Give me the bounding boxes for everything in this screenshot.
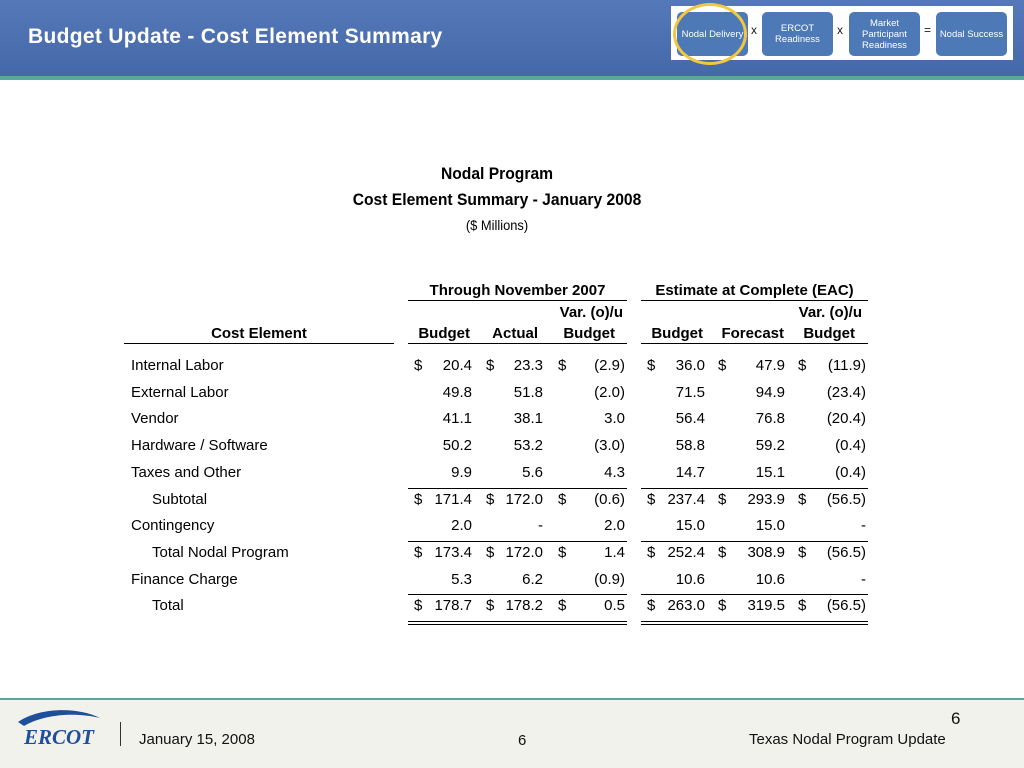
- dollar-sign: $: [798, 544, 807, 561]
- cell-value: 94.9: [755, 384, 785, 401]
- cell-value: 1.4: [604, 544, 625, 561]
- cell-value: (11.9): [827, 357, 866, 374]
- dollar-sign: $: [647, 544, 656, 561]
- cell-value: 293.9: [747, 491, 785, 508]
- formula-operator: x: [751, 23, 757, 37]
- cell-value: 10.6: [755, 571, 785, 588]
- cell-value: 6.2: [522, 571, 543, 588]
- dollar-sign: $: [558, 357, 567, 374]
- row-label: Internal Labor: [131, 357, 224, 374]
- col-underline: [641, 343, 868, 344]
- cell-value: (56.5): [826, 544, 866, 561]
- subtotal-rule: [408, 541, 627, 542]
- cell-value: -: [861, 517, 866, 534]
- cell-value: 5.3: [451, 571, 472, 588]
- cell-value: 38.1: [513, 410, 543, 427]
- footer-date: January 15, 2008: [139, 731, 255, 748]
- cell-value: (2.0): [594, 384, 625, 401]
- success-formula: [671, 6, 1013, 60]
- dollar-sign: $: [414, 544, 423, 561]
- cell-value: 308.9: [747, 544, 785, 561]
- dollar-sign: $: [647, 491, 656, 508]
- formula-operator: x: [837, 23, 843, 37]
- dollar-sign: $: [798, 491, 807, 508]
- cell-value: 50.2: [442, 437, 472, 454]
- cell-value: 10.6: [675, 571, 705, 588]
- dollar-sign: $: [647, 357, 656, 374]
- dollar-sign: $: [798, 357, 807, 374]
- group-underline: [641, 300, 868, 301]
- cell-value: (20.4): [826, 410, 866, 427]
- logo-text: ERCOT: [24, 725, 95, 749]
- cell-value: 178.2: [505, 597, 543, 614]
- dollar-sign: $: [718, 544, 727, 561]
- report-units: ($ Millions): [465, 217, 529, 233]
- formula-box-market-participant-readiness: Market Participant Readiness: [849, 12, 920, 56]
- dollar-sign: $: [414, 491, 423, 508]
- row-label: Vendor: [131, 410, 179, 427]
- cell-value: 319.5: [747, 597, 785, 614]
- header-bar: [0, 0, 1024, 76]
- total-double-rule: [641, 621, 868, 625]
- cell-value: 47.9: [755, 357, 785, 374]
- cell-value: 3.0: [604, 410, 625, 427]
- col-underline: [408, 343, 627, 344]
- formula-box-nodal-delivery: Nodal Delivery: [677, 12, 748, 56]
- dollar-sign: $: [414, 357, 423, 374]
- cell-value: (23.4): [826, 384, 866, 401]
- row-label: Taxes and Other: [131, 464, 242, 481]
- cell-value: 71.5: [675, 384, 705, 401]
- group-header-through-nov: Through November 2007: [429, 282, 606, 299]
- cell-value: 178.7: [434, 597, 472, 614]
- row-label: Hardware / Software: [131, 437, 268, 454]
- subtotal-rule: [641, 594, 868, 595]
- col-underline: [124, 343, 394, 344]
- cell-value: 0.5: [604, 597, 625, 614]
- highlight-ring: [673, 3, 747, 65]
- formula-operator: =: [924, 23, 932, 37]
- cell-value: (0.4): [835, 437, 866, 454]
- cell-value: (0.9): [594, 571, 625, 588]
- subtotal-rule: [408, 488, 627, 489]
- footer-separator: [120, 722, 121, 746]
- total-double-rule: [408, 621, 627, 625]
- presentation-title: Texas Nodal Program Update: [749, 731, 946, 748]
- cell-value: 49.8: [442, 384, 472, 401]
- row-label: Contingency: [131, 517, 215, 534]
- cell-value: 2.0: [451, 517, 472, 534]
- cell-value: (56.5): [826, 597, 866, 614]
- cell-value: 36.0: [675, 357, 705, 374]
- dollar-sign: $: [558, 491, 567, 508]
- cell-value: (3.0): [594, 437, 625, 454]
- cell-value: (0.6): [594, 491, 625, 508]
- dollar-sign: $: [647, 597, 656, 614]
- subtotal-rule: [641, 541, 868, 542]
- cell-value: 53.2: [513, 437, 543, 454]
- col-header-budget: Budget: [418, 325, 470, 342]
- cell-value: 23.3: [513, 357, 543, 374]
- col-header-eac-budget: Budget: [651, 325, 703, 342]
- cell-value: 14.7: [675, 464, 705, 481]
- cell-value: 9.9: [451, 464, 472, 481]
- cell-value: 252.4: [667, 544, 705, 561]
- dollar-sign: $: [718, 357, 727, 374]
- row-label: External Labor: [131, 384, 229, 401]
- dollar-sign: $: [718, 597, 727, 614]
- slide-number: 6: [951, 709, 961, 728]
- group-underline: [408, 300, 627, 301]
- cell-value: 4.3: [604, 464, 625, 481]
- header-divider: [0, 76, 1024, 80]
- dollar-sign: $: [558, 544, 567, 561]
- formula-box-ercot-readiness: ERCOT Readiness: [762, 12, 833, 56]
- cell-value: 5.6: [522, 464, 543, 481]
- cell-value: 15.1: [755, 464, 785, 481]
- cell-value: 172.0: [505, 491, 543, 508]
- col-header-eac-variance-line1: Var. (o)/u: [798, 304, 862, 321]
- cell-value: -: [538, 517, 543, 534]
- row-label: Total: [152, 597, 184, 614]
- report-title: Nodal Program: [440, 164, 554, 183]
- col-header-forecast: Forecast: [721, 325, 784, 342]
- row-label: Finance Charge: [131, 571, 238, 588]
- cell-value: 51.8: [513, 384, 543, 401]
- cell-value: 76.8: [755, 410, 785, 427]
- subtotal-rule: [641, 488, 868, 489]
- row-label: Subtotal: [152, 491, 208, 508]
- ercot-logo: [14, 708, 106, 752]
- dollar-sign: $: [718, 491, 727, 508]
- col-header-cost-element: Cost Element: [211, 325, 307, 342]
- dollar-sign: $: [558, 597, 567, 614]
- dollar-sign: $: [486, 544, 495, 561]
- cell-value: (2.9): [594, 357, 625, 374]
- col-header-actual: Actual: [492, 325, 538, 342]
- slide-title: Budget Update - Cost Element Summary: [28, 25, 443, 48]
- cell-value: 237.4: [667, 491, 705, 508]
- cell-value: 56.4: [675, 410, 705, 427]
- subtotal-rule: [408, 594, 627, 595]
- cell-value: (0.4): [835, 464, 866, 481]
- row-label: Total Nodal Program: [152, 544, 289, 561]
- group-header-eac: Estimate at Complete (EAC): [655, 282, 854, 299]
- cell-value: 263.0: [667, 597, 705, 614]
- dollar-sign: $: [798, 597, 807, 614]
- cell-value: 59.2: [755, 437, 785, 454]
- cell-value: 58.8: [675, 437, 705, 454]
- cell-value: 171.4: [434, 491, 472, 508]
- cell-value: (56.5): [826, 491, 866, 508]
- col-header-eac-variance-line2: Budget: [803, 325, 855, 342]
- dollar-sign: $: [486, 491, 495, 508]
- footer-page-number: 6: [518, 732, 527, 749]
- cell-value: 2.0: [604, 517, 625, 534]
- col-header-variance-line1: Var. (o)/u: [559, 304, 623, 321]
- cell-value: 41.1: [442, 410, 472, 427]
- cell-value: -: [861, 571, 866, 588]
- cell-value: 20.4: [442, 357, 472, 374]
- col-header-variance-line2: Budget: [563, 325, 615, 342]
- cell-value: 15.0: [755, 517, 785, 534]
- dollar-sign: $: [486, 597, 495, 614]
- formula-box-nodal-success: Nodal Success: [936, 12, 1007, 56]
- cell-value: 172.0: [505, 544, 543, 561]
- report-subtitle: Cost Element Summary - January 2008: [352, 190, 642, 209]
- cell-value: 173.4: [434, 544, 472, 561]
- dollar-sign: $: [486, 357, 495, 374]
- dollar-sign: $: [414, 597, 423, 614]
- cell-value: 15.0: [675, 517, 705, 534]
